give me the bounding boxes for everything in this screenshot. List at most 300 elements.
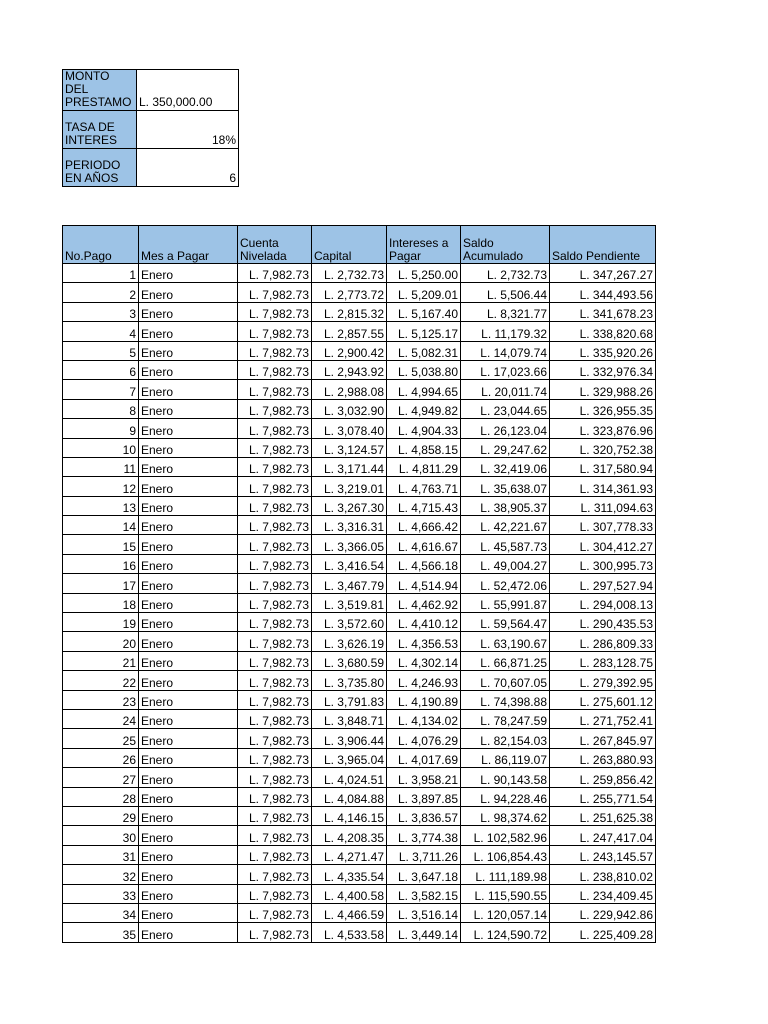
cell-intereses: L. 5,167.40 xyxy=(387,302,461,321)
summary-label: MONTO DEL PRESTAMO xyxy=(63,70,137,111)
cell-intereses: L. 4,246.93 xyxy=(387,671,461,690)
cell-capital: L. 3,906.44 xyxy=(312,729,387,748)
cell-cuenta-nivelada: L. 7,982.73 xyxy=(238,360,312,379)
cell-capital: L. 2,815.32 xyxy=(312,302,387,321)
cell-capital: L. 3,735.80 xyxy=(312,671,387,690)
cell-no-pago: 27 xyxy=(63,768,139,787)
header-saldo-acumulado: Saldo Acumulado xyxy=(461,226,550,264)
cell-saldo-acumulado: L. 120,057.14 xyxy=(461,903,550,922)
cell-saldo-pendiente: L. 338,820.68 xyxy=(550,322,656,341)
cell-saldo-acumulado: L. 20,011.74 xyxy=(461,380,550,399)
cell-saldo-acumulado: L. 8,321.77 xyxy=(461,302,550,321)
cell-capital: L. 3,416.54 xyxy=(312,554,387,573)
cell-saldo-pendiente: L. 225,409.28 xyxy=(550,923,656,942)
cell-no-pago: 33 xyxy=(63,884,139,903)
cell-capital: L. 3,791.83 xyxy=(312,690,387,709)
cell-saldo-pendiente: L. 344,493.56 xyxy=(550,283,656,302)
summary-label: TASA DE INTERES xyxy=(63,111,137,149)
cell-cuenta-nivelada: L. 7,982.73 xyxy=(238,574,312,593)
cell-mes: Enero xyxy=(139,709,238,728)
cell-saldo-acumulado: L. 115,590.55 xyxy=(461,884,550,903)
cell-mes: Enero xyxy=(139,283,238,302)
cell-saldo-pendiente: L. 297,527.94 xyxy=(550,574,656,593)
cell-intereses: L. 4,566.18 xyxy=(387,554,461,573)
cell-cuenta-nivelada: L. 7,982.73 xyxy=(238,457,312,476)
cell-capital: L. 3,267.30 xyxy=(312,496,387,515)
cell-cuenta-nivelada: L. 7,982.73 xyxy=(238,903,312,922)
table-row xyxy=(63,360,656,379)
table-row xyxy=(63,496,656,515)
header-intereses-a-pagar: Intereses a Pagar xyxy=(387,226,461,264)
cell-no-pago: 34 xyxy=(63,903,139,922)
cell-capital: L. 3,124.57 xyxy=(312,438,387,457)
cell-intereses: L. 4,763.71 xyxy=(387,477,461,496)
cell-intereses: L. 4,715.43 xyxy=(387,496,461,515)
table-row xyxy=(63,438,656,457)
table-row xyxy=(63,302,656,321)
cell-saldo-pendiente: L. 259,856.42 xyxy=(550,768,656,787)
summary-row xyxy=(63,111,239,149)
amortization-table xyxy=(62,225,656,943)
cell-saldo-acumulado: L. 59,564.47 xyxy=(461,613,550,632)
cell-saldo-acumulado: L. 111,189.98 xyxy=(461,865,550,884)
cell-intereses: L. 3,516.14 xyxy=(387,903,461,922)
cell-capital: L. 3,032.90 xyxy=(312,399,387,418)
cell-saldo-pendiente: L. 300,995.73 xyxy=(550,554,656,573)
table-row xyxy=(63,806,656,825)
cell-mes: Enero xyxy=(139,806,238,825)
cell-mes: Enero xyxy=(139,322,238,341)
table-row xyxy=(63,613,656,632)
cell-saldo-pendiente: L. 347,267.27 xyxy=(550,264,656,283)
cell-no-pago: 25 xyxy=(63,729,139,748)
cell-cuenta-nivelada: L. 7,982.73 xyxy=(238,264,312,283)
cell-mes: Enero xyxy=(139,574,238,593)
cell-cuenta-nivelada: L. 7,982.73 xyxy=(238,826,312,845)
cell-saldo-acumulado: L. 70,607.05 xyxy=(461,671,550,690)
cell-saldo-acumulado: L. 32,419.06 xyxy=(461,457,550,476)
summary-value: 18% xyxy=(137,111,239,149)
cell-saldo-pendiente: L. 311,094.63 xyxy=(550,496,656,515)
cell-mes: Enero xyxy=(139,360,238,379)
table-row xyxy=(63,865,656,884)
cell-saldo-pendiente: L. 320,752.38 xyxy=(550,438,656,457)
cell-cuenta-nivelada: L. 7,982.73 xyxy=(238,535,312,554)
cell-intereses: L. 3,582.15 xyxy=(387,884,461,903)
cell-saldo-pendiente: L. 304,412.27 xyxy=(550,535,656,554)
cell-cuenta-nivelada: L. 7,982.73 xyxy=(238,845,312,864)
cell-capital: L. 3,680.59 xyxy=(312,651,387,670)
table-row xyxy=(63,554,656,573)
cell-intereses: L. 3,836.57 xyxy=(387,806,461,825)
cell-saldo-pendiente: L. 341,678.23 xyxy=(550,302,656,321)
header-saldo-pendiente: Saldo Pendiente xyxy=(550,226,656,264)
cell-cuenta-nivelada: L. 7,982.73 xyxy=(238,593,312,612)
cell-cuenta-nivelada: L. 7,982.73 xyxy=(238,709,312,728)
cell-no-pago: 19 xyxy=(63,613,139,632)
cell-capital: L. 4,533.58 xyxy=(312,923,387,942)
cell-saldo-pendiente: L. 307,778.33 xyxy=(550,516,656,535)
cell-mes: Enero xyxy=(139,748,238,767)
cell-capital: L. 4,466.59 xyxy=(312,903,387,922)
cell-saldo-pendiente: L. 335,920.26 xyxy=(550,341,656,360)
cell-capital: L. 4,400.58 xyxy=(312,884,387,903)
cell-mes: Enero xyxy=(139,690,238,709)
table-row xyxy=(63,748,656,767)
cell-capital: L. 3,519.81 xyxy=(312,593,387,612)
cell-saldo-acumulado: L. 17,023.66 xyxy=(461,360,550,379)
cell-capital: L. 3,078.40 xyxy=(312,419,387,438)
cell-intereses: L. 3,774.38 xyxy=(387,826,461,845)
cell-cuenta-nivelada: L. 7,982.73 xyxy=(238,748,312,767)
cell-mes: Enero xyxy=(139,516,238,535)
cell-intereses: L. 4,462.92 xyxy=(387,593,461,612)
cell-capital: L. 2,732.73 xyxy=(312,264,387,283)
cell-mes: Enero xyxy=(139,302,238,321)
cell-intereses: L. 4,858.15 xyxy=(387,438,461,457)
cell-saldo-pendiente: L. 294,008.13 xyxy=(550,593,656,612)
cell-mes: Enero xyxy=(139,903,238,922)
cell-capital: L. 4,208.35 xyxy=(312,826,387,845)
cell-no-pago: 11 xyxy=(63,457,139,476)
cell-intereses: L. 3,711.26 xyxy=(387,845,461,864)
cell-cuenta-nivelada: L. 7,982.73 xyxy=(238,496,312,515)
summary-value: L. 350,000.00 xyxy=(137,70,239,111)
cell-mes: Enero xyxy=(139,729,238,748)
table-row xyxy=(63,826,656,845)
cell-cuenta-nivelada: L. 7,982.73 xyxy=(238,283,312,302)
cell-capital: L. 3,219.01 xyxy=(312,477,387,496)
cell-saldo-pendiente: L. 279,392.95 xyxy=(550,671,656,690)
cell-cuenta-nivelada: L. 7,982.73 xyxy=(238,554,312,573)
cell-intereses: L. 4,994.65 xyxy=(387,380,461,399)
table-row xyxy=(63,671,656,690)
cell-saldo-pendiente: L. 323,876.96 xyxy=(550,419,656,438)
summary-label: PERIODO EN AÑOS xyxy=(63,149,137,187)
cell-capital: L. 2,773.72 xyxy=(312,283,387,302)
cell-mes: Enero xyxy=(139,826,238,845)
cell-saldo-pendiente: L. 290,435.53 xyxy=(550,613,656,632)
cell-mes: Enero xyxy=(139,419,238,438)
cell-intereses: L. 5,209.01 xyxy=(387,283,461,302)
cell-no-pago: 28 xyxy=(63,787,139,806)
cell-saldo-pendiente: L. 317,580.94 xyxy=(550,457,656,476)
cell-intereses: L. 4,904.33 xyxy=(387,419,461,438)
cell-saldo-acumulado: L. 66,871.25 xyxy=(461,651,550,670)
table-row xyxy=(63,651,656,670)
cell-cuenta-nivelada: L. 7,982.73 xyxy=(238,923,312,942)
cell-intereses: L. 4,076.29 xyxy=(387,729,461,748)
cell-no-pago: 6 xyxy=(63,360,139,379)
cell-saldo-pendiente: L. 255,771.54 xyxy=(550,787,656,806)
table-row xyxy=(63,632,656,651)
cell-no-pago: 5 xyxy=(63,341,139,360)
table-row xyxy=(63,787,656,806)
cell-mes: Enero xyxy=(139,884,238,903)
cell-saldo-acumulado: L. 11,179.32 xyxy=(461,322,550,341)
cell-intereses: L. 4,410.12 xyxy=(387,613,461,632)
cell-no-pago: 17 xyxy=(63,574,139,593)
table-row xyxy=(63,477,656,496)
cell-no-pago: 1 xyxy=(63,264,139,283)
cell-mes: Enero xyxy=(139,613,238,632)
cell-capital: L. 3,572.60 xyxy=(312,613,387,632)
cell-saldo-pendiente: L. 234,409.45 xyxy=(550,884,656,903)
header-capital: Capital xyxy=(312,226,387,264)
amortization-body xyxy=(63,264,656,943)
cell-no-pago: 22 xyxy=(63,671,139,690)
cell-no-pago: 32 xyxy=(63,865,139,884)
cell-no-pago: 16 xyxy=(63,554,139,573)
cell-no-pago: 26 xyxy=(63,748,139,767)
cell-no-pago: 12 xyxy=(63,477,139,496)
cell-mes: Enero xyxy=(139,477,238,496)
cell-no-pago: 15 xyxy=(63,535,139,554)
cell-saldo-acumulado: L. 90,143.58 xyxy=(461,768,550,787)
cell-intereses: L. 5,082.31 xyxy=(387,341,461,360)
cell-cuenta-nivelada: L. 7,982.73 xyxy=(238,302,312,321)
cell-cuenta-nivelada: L. 7,982.73 xyxy=(238,865,312,884)
cell-capital: L. 4,271.47 xyxy=(312,845,387,864)
cell-saldo-pendiente: L. 251,625.38 xyxy=(550,806,656,825)
table-row xyxy=(63,729,656,748)
table-row xyxy=(63,264,656,283)
cell-cuenta-nivelada: L. 7,982.73 xyxy=(238,729,312,748)
cell-cuenta-nivelada: L. 7,982.73 xyxy=(238,651,312,670)
cell-saldo-acumulado: L. 23,044.65 xyxy=(461,399,550,418)
cell-intereses: L. 5,250.00 xyxy=(387,264,461,283)
header-cuenta-nivelada: Cuenta Nivelada xyxy=(238,226,312,264)
cell-saldo-pendiente: L. 238,810.02 xyxy=(550,865,656,884)
cell-mes: Enero xyxy=(139,496,238,515)
cell-cuenta-nivelada: L. 7,982.73 xyxy=(238,477,312,496)
cell-cuenta-nivelada: L. 7,982.73 xyxy=(238,787,312,806)
cell-saldo-pendiente: L. 263,880.93 xyxy=(550,748,656,767)
header-mes-a-pagar: Mes a Pagar xyxy=(139,226,238,264)
table-row xyxy=(63,535,656,554)
cell-cuenta-nivelada: L. 7,982.73 xyxy=(238,341,312,360)
cell-intereses: L. 4,666.42 xyxy=(387,516,461,535)
cell-no-pago: 3 xyxy=(63,302,139,321)
cell-cuenta-nivelada: L. 7,982.73 xyxy=(238,884,312,903)
cell-intereses: L. 4,134.02 xyxy=(387,709,461,728)
cell-saldo-acumulado: L. 2,732.73 xyxy=(461,264,550,283)
cell-intereses: L. 4,302.14 xyxy=(387,651,461,670)
cell-mes: Enero xyxy=(139,593,238,612)
table-row xyxy=(63,709,656,728)
cell-mes: Enero xyxy=(139,865,238,884)
cell-capital: L. 3,171.44 xyxy=(312,457,387,476)
cell-mes: Enero xyxy=(139,554,238,573)
cell-intereses: L. 4,017.69 xyxy=(387,748,461,767)
cell-saldo-acumulado: L. 106,854.43 xyxy=(461,845,550,864)
cell-capital: L. 3,366.05 xyxy=(312,535,387,554)
cell-no-pago: 31 xyxy=(63,845,139,864)
cell-saldo-acumulado: L. 45,587.73 xyxy=(461,535,550,554)
table-row xyxy=(63,768,656,787)
cell-capital: L. 3,965.04 xyxy=(312,748,387,767)
summary-row xyxy=(63,70,239,111)
cell-mes: Enero xyxy=(139,923,238,942)
cell-saldo-acumulado: L. 74,398.88 xyxy=(461,690,550,709)
cell-cuenta-nivelada: L. 7,982.73 xyxy=(238,806,312,825)
table-row xyxy=(63,574,656,593)
cell-saldo-acumulado: L. 98,374.62 xyxy=(461,806,550,825)
cell-no-pago: 13 xyxy=(63,496,139,515)
cell-capital: L. 2,857.55 xyxy=(312,322,387,341)
cell-cuenta-nivelada: L. 7,982.73 xyxy=(238,419,312,438)
cell-no-pago: 7 xyxy=(63,380,139,399)
cell-no-pago: 23 xyxy=(63,690,139,709)
cell-saldo-acumulado: L. 94,228.46 xyxy=(461,787,550,806)
cell-saldo-acumulado: L. 82,154.03 xyxy=(461,729,550,748)
cell-intereses: L. 4,190.89 xyxy=(387,690,461,709)
table-row xyxy=(63,419,656,438)
cell-saldo-pendiente: L. 314,361.93 xyxy=(550,477,656,496)
cell-capital: L. 3,626.19 xyxy=(312,632,387,651)
summary-value: 6 xyxy=(137,149,239,187)
cell-no-pago: 9 xyxy=(63,419,139,438)
cell-no-pago: 2 xyxy=(63,283,139,302)
table-row xyxy=(63,884,656,903)
cell-saldo-acumulado: L. 86,119.07 xyxy=(461,748,550,767)
cell-saldo-pendiente: L. 329,988.26 xyxy=(550,380,656,399)
cell-capital: L. 3,467.79 xyxy=(312,574,387,593)
table-row xyxy=(63,399,656,418)
summary-row xyxy=(63,149,239,187)
cell-mes: Enero xyxy=(139,535,238,554)
table-row xyxy=(63,457,656,476)
cell-saldo-acumulado: L. 49,004.27 xyxy=(461,554,550,573)
cell-saldo-acumulado: L. 55,991.87 xyxy=(461,593,550,612)
table-row xyxy=(63,690,656,709)
cell-capital: L. 4,335.54 xyxy=(312,865,387,884)
cell-saldo-pendiente: L. 271,752.41 xyxy=(550,709,656,728)
cell-cuenta-nivelada: L. 7,982.73 xyxy=(238,322,312,341)
cell-cuenta-nivelada: L. 7,982.73 xyxy=(238,690,312,709)
cell-no-pago: 14 xyxy=(63,516,139,535)
cell-saldo-pendiente: L. 332,976.34 xyxy=(550,360,656,379)
cell-saldo-pendiente: L. 326,955.35 xyxy=(550,399,656,418)
cell-capital: L. 3,316.31 xyxy=(312,516,387,535)
cell-saldo-pendiente: L. 247,417.04 xyxy=(550,826,656,845)
cell-no-pago: 10 xyxy=(63,438,139,457)
table-row xyxy=(63,593,656,612)
cell-mes: Enero xyxy=(139,264,238,283)
cell-cuenta-nivelada: L. 7,982.73 xyxy=(238,768,312,787)
cell-cuenta-nivelada: L. 7,982.73 xyxy=(238,438,312,457)
cell-saldo-acumulado: L. 35,638.07 xyxy=(461,477,550,496)
cell-capital: L. 3,848.71 xyxy=(312,709,387,728)
cell-saldo-acumulado: L. 26,123.04 xyxy=(461,419,550,438)
cell-saldo-pendiente: L. 267,845.97 xyxy=(550,729,656,748)
cell-saldo-pendiente: L. 275,601.12 xyxy=(550,690,656,709)
cell-saldo-acumulado: L. 14,079.74 xyxy=(461,341,550,360)
cell-saldo-acumulado: L. 78,247.59 xyxy=(461,709,550,728)
cell-cuenta-nivelada: L. 7,982.73 xyxy=(238,671,312,690)
cell-capital: L. 2,900.42 xyxy=(312,341,387,360)
cell-no-pago: 24 xyxy=(63,709,139,728)
cell-mes: Enero xyxy=(139,768,238,787)
cell-saldo-pendiente: L. 229,942.86 xyxy=(550,903,656,922)
cell-mes: Enero xyxy=(139,632,238,651)
cell-mes: Enero xyxy=(139,341,238,360)
cell-intereses: L. 3,647.18 xyxy=(387,865,461,884)
cell-no-pago: 30 xyxy=(63,826,139,845)
cell-mes: Enero xyxy=(139,399,238,418)
table-row xyxy=(63,845,656,864)
cell-saldo-pendiente: L. 283,128.75 xyxy=(550,651,656,670)
cell-no-pago: 18 xyxy=(63,593,139,612)
cell-saldo-acumulado: L. 42,221.67 xyxy=(461,516,550,535)
cell-mes: Enero xyxy=(139,438,238,457)
cell-capital: L. 4,084.88 xyxy=(312,787,387,806)
cell-saldo-pendiente: L. 243,145.57 xyxy=(550,845,656,864)
cell-cuenta-nivelada: L. 7,982.73 xyxy=(238,632,312,651)
cell-cuenta-nivelada: L. 7,982.73 xyxy=(238,380,312,399)
cell-capital: L. 2,943.92 xyxy=(312,360,387,379)
cell-capital: L. 4,024.51 xyxy=(312,768,387,787)
cell-mes: Enero xyxy=(139,671,238,690)
cell-saldo-acumulado: L. 52,472.06 xyxy=(461,574,550,593)
cell-mes: Enero xyxy=(139,845,238,864)
cell-intereses: L. 4,811.29 xyxy=(387,457,461,476)
cell-intereses: L. 4,616.67 xyxy=(387,535,461,554)
table-header-row xyxy=(63,226,656,264)
cell-saldo-acumulado: L. 5,506.44 xyxy=(461,283,550,302)
cell-saldo-pendiente: L. 286,809.33 xyxy=(550,632,656,651)
cell-saldo-acumulado: L. 63,190.67 xyxy=(461,632,550,651)
cell-no-pago: 8 xyxy=(63,399,139,418)
cell-saldo-acumulado: L. 29,247.62 xyxy=(461,438,550,457)
cell-no-pago: 35 xyxy=(63,923,139,942)
cell-mes: Enero xyxy=(139,457,238,476)
table-row xyxy=(63,903,656,922)
cell-mes: Enero xyxy=(139,651,238,670)
cell-mes: Enero xyxy=(139,787,238,806)
loan-summary-table xyxy=(62,69,239,187)
cell-intereses: L. 5,038.80 xyxy=(387,360,461,379)
table-row xyxy=(63,380,656,399)
header-no-pago: No.Pago xyxy=(63,226,139,264)
cell-cuenta-nivelada: L. 7,982.73 xyxy=(238,399,312,418)
cell-mes: Enero xyxy=(139,380,238,399)
cell-saldo-acumulado: L. 38,905.37 xyxy=(461,496,550,515)
cell-no-pago: 4 xyxy=(63,322,139,341)
cell-no-pago: 21 xyxy=(63,651,139,670)
cell-intereses: L. 3,897.85 xyxy=(387,787,461,806)
cell-saldo-acumulado: L. 124,590.72 xyxy=(461,923,550,942)
cell-capital: L. 4,146.15 xyxy=(312,806,387,825)
cell-intereses: L. 3,449.14 xyxy=(387,923,461,942)
cell-no-pago: 29 xyxy=(63,806,139,825)
cell-no-pago: 20 xyxy=(63,632,139,651)
cell-intereses: L. 4,356.53 xyxy=(387,632,461,651)
cell-cuenta-nivelada: L. 7,982.73 xyxy=(238,613,312,632)
table-row xyxy=(63,923,656,942)
cell-intereses: L. 4,514.94 xyxy=(387,574,461,593)
table-row xyxy=(63,322,656,341)
cell-saldo-acumulado: L. 102,582.96 xyxy=(461,826,550,845)
cell-cuenta-nivelada: L. 7,982.73 xyxy=(238,516,312,535)
cell-capital: L. 2,988.08 xyxy=(312,380,387,399)
table-row xyxy=(63,283,656,302)
cell-intereses: L. 4,949.82 xyxy=(387,399,461,418)
cell-intereses: L. 3,958.21 xyxy=(387,768,461,787)
table-row xyxy=(63,516,656,535)
table-row xyxy=(63,341,656,360)
cell-intereses: L. 5,125.17 xyxy=(387,322,461,341)
